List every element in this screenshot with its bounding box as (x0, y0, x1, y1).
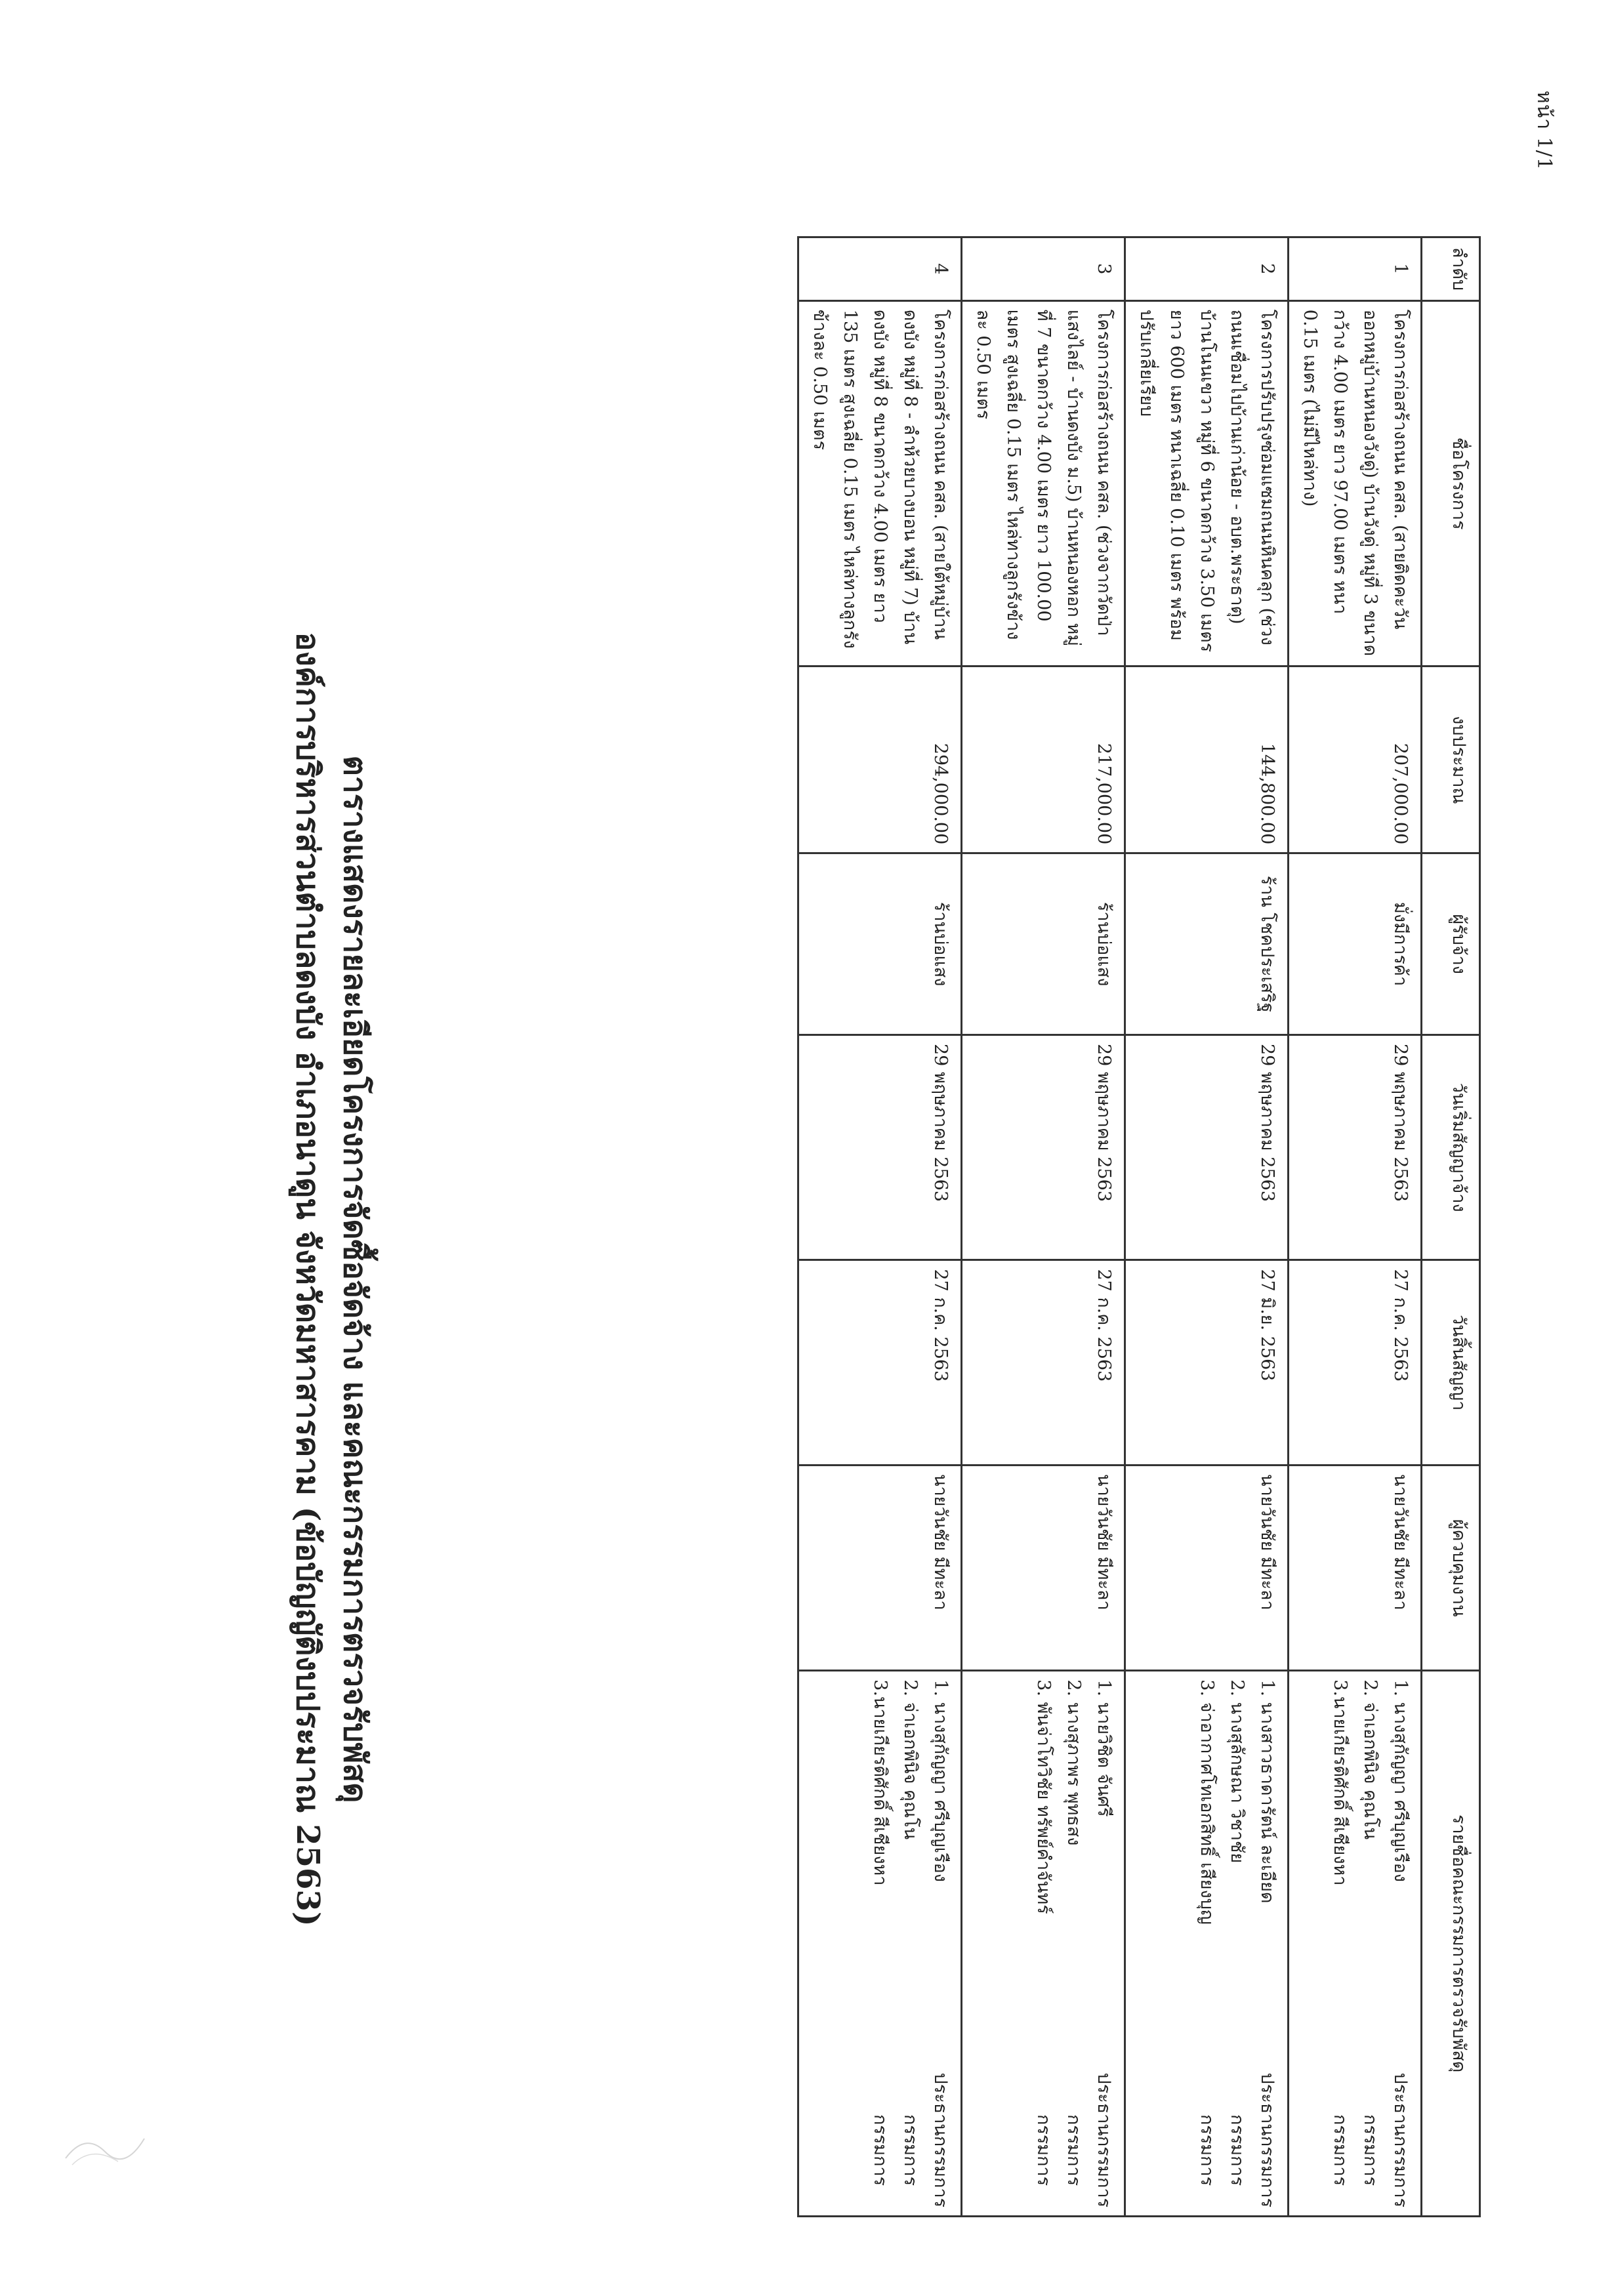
header-contractor: ผู้รับจ้าง (1422, 853, 1480, 1035)
project-name: โครงการก่อสร้างถนน คสล. (สายติดคะวันออกหมู่บ้านหนองวังดู่) บ้านวังดู่ หมู่ที่ 3 ขนาดกว้าง 4.00 เมตร ยาว 97.00 เมตร หนา 0.15 เมตร (ไม่มีไหล่ทาง) (1289, 300, 1422, 666)
header-budget: งบประมาณ (1422, 666, 1480, 853)
contractor-name: ร้านบ่อแสง (798, 853, 962, 1035)
row-number: 4 (798, 237, 962, 301)
budget-value: 207,000.00 (1289, 666, 1422, 853)
committee-member (895, 1679, 925, 2207)
member-role: กรรมการ (1360, 2114, 1380, 2186)
end-date: 27 ก.ค. 2563 (798, 1260, 962, 1466)
committee-member (1028, 1679, 1058, 2207)
committee-cell (962, 1671, 1125, 2217)
committee-member (1325, 1679, 1355, 2207)
member-name: 3. พันจ่าโทวิชัย ทรัพย์คำจันทร์ (1033, 1679, 1054, 1914)
committee-cell (1125, 1671, 1289, 2217)
member-name: 1. นางสุกัญญา ศรีบุญเรือง (1390, 1679, 1411, 1882)
supervisor-name: นายวันชัย มีทะลา (962, 1466, 1125, 1671)
member-name: 3. จ่าอากาศโทเอกสิทธิ์ เสียงบุญ (1197, 1679, 1217, 1925)
table-header-row (1422, 237, 1480, 2217)
member-role: ประธานกรรมการ (930, 2072, 951, 2207)
member-name: 2. นางสุลักษณา วิชาชัย (1227, 1679, 1247, 1864)
supervisor-name: นายวันชัย มีทะลา (1289, 1466, 1422, 1671)
header-project: ชื่อโครงการ (1422, 300, 1480, 666)
committee-member (1088, 1679, 1119, 2207)
member-role: กรรมการ (900, 2114, 920, 2186)
title-line-2: องค์การบริหารส่วนตำบลดงบัง อำเภอนาดูน จังหวัดมหาสารคาม (ข้อบัญญัติงบประมาณ 2563) (289, 632, 326, 1927)
start-date: 29 พฤษภาคม 2563 (1289, 1035, 1422, 1260)
row-number: 1 (1289, 237, 1422, 301)
member-role: กรรมการ (1064, 2114, 1084, 2186)
table-row (1125, 237, 1289, 2217)
project-name: โครงการปรับปรุงซ่อมแซมถนนหินคลุก (ช่วงถนนเชื่อมไปบ้านเก่าน้อย - อบต.พระธาตุ) บ้านโนนเขวา หมู่ที่ 6 ขนาดกว้าง 3.50 เมตร ยาว 600 เมตร หนาเฉลี่ย 0.10 เมตร พร้อมปรับเกลี่ยเรียบ (1125, 300, 1289, 666)
budget-value: 294,000.00 (798, 666, 962, 853)
committee-member (1058, 1679, 1088, 2207)
member-role: กรรมการ (1227, 2114, 1247, 2186)
committee-member (1355, 1679, 1385, 2207)
committee-member (1191, 1679, 1222, 2207)
committee-member (925, 1679, 955, 2207)
contractor-name: ร้าน โชคประเสริฐ (1125, 853, 1289, 1035)
table-row (1289, 237, 1422, 2217)
budget-value: 144,800.00 (1125, 666, 1289, 853)
project-name: โครงการก่อสร้างถนน คสล. (ช่วงจากวัดป่าแสงไลย์ - บ้านดงบัง ม.5) บ้านหนองหอก หมู่ที่ 7 ขนาดกว้าง 4.00 เมตร ยาว 100.00 เมตร สูงเฉลี่ย 0.15 เมตร ไหล่ทางลูกรังข้างละ 0.50 เมตร (962, 300, 1125, 666)
committee-member (1385, 1679, 1415, 2207)
contractor-name: มั่งมีการค้า (1289, 853, 1422, 1035)
page-number: หน้า 1/1 (1533, 91, 1556, 171)
start-date: 29 พฤษภาคม 2563 (962, 1035, 1125, 1260)
document-title (284, 262, 379, 2296)
budget-value: 217,000.00 (962, 666, 1125, 853)
table-row (798, 237, 962, 2217)
title-line-1: ตารางแสดงรายละเอียดโครงการจัดซื้อจัดจ้าง และคณะกรรมการตรวจรับพัสดุ (337, 755, 373, 1803)
committee-cell (1289, 1671, 1422, 2217)
start-date: 29 พฤษภาคม 2563 (798, 1035, 962, 1260)
paper-scuff-mark (59, 2119, 164, 2171)
member-role: กรรมการ (1033, 2114, 1054, 2186)
member-name: 2. จ่าเอกพินิจ คุณโน (900, 1679, 920, 1840)
member-name: 3.นายเกียรติศักดิ์ สีเชียงหา (1330, 1679, 1350, 1886)
member-name: 2. จ่าเอกพินิจ คุณโน (1360, 1679, 1380, 1840)
header-supervisor: ผู้ควบคุมงาน (1422, 1466, 1480, 1671)
procurement-table (797, 236, 1481, 2217)
contractor-name: ร้านบ่อแสง (962, 853, 1125, 1035)
member-role: ประธานกรรมการ (1390, 2072, 1411, 2207)
table-row (962, 237, 1125, 2217)
member-name: 2. นางสุภาพร พุทธสง (1064, 1679, 1084, 1846)
member-role: กรรมการ (1197, 2114, 1217, 2186)
committee-cell (798, 1671, 962, 2217)
row-number: 3 (962, 237, 1125, 301)
member-name: 1. นางสุกัญญา ศรีบุญเรือง (930, 1679, 951, 1882)
header-committee: รายชื่อคณะกรรมการตรวจรับพัสดุ (1422, 1671, 1480, 2217)
end-date: 27 ก.ค. 2563 (1289, 1260, 1422, 1466)
member-role: กรรมการ (1330, 2114, 1350, 2186)
member-name: 1. นายวิชิต จันศรี (1094, 1679, 1114, 1817)
member-name: 1. นางสาวธาดารัตน์ ละเอียด (1257, 1679, 1277, 1904)
end-date: 27 มิ.ย. 2563 (1125, 1260, 1289, 1466)
end-date: 27 ก.ค. 2563 (962, 1260, 1125, 1466)
header-end-date: วันสิ้นสัญญา (1422, 1260, 1480, 1466)
header-start-date: วันเริ่มสัญญาจ้าง (1422, 1035, 1480, 1260)
member-role: ประธานกรรมการ (1257, 2072, 1277, 2207)
supervisor-name: นายวันชัย มีทะลา (1125, 1466, 1289, 1671)
committee-member (1252, 1679, 1282, 2207)
start-date: 29 พฤษภาคม 2563 (1125, 1035, 1289, 1260)
member-role: ประธานกรรมการ (1094, 2072, 1114, 2207)
committee-member (865, 1679, 895, 2207)
supervisor-name: นายวันชัย มีทะลา (798, 1466, 962, 1671)
header-no: ลำดับ (1422, 237, 1480, 301)
committee-member (1222, 1679, 1252, 2207)
project-name: โครงการก่อสร้างถนน คสล. (สายใต้หมู่บ้านดงบัง หมู่ที่ 8 - ลำห้วยบางบอน หมู่ที่ 7) บ้านดงบัง หมู่ที่ 8 ขนาดกว้าง 4.00 เมตร ยาว 135 เมตร สูงเฉลี่ย 0.15 เมตร ไหล่ทางลูกรังข้างละ 0.50 เมตร (798, 300, 962, 666)
member-role: กรรมการ (870, 2114, 890, 2186)
row-number: 2 (1125, 237, 1289, 301)
member-name: 3.นายเกียรติศักดิ์ สีเชียงหา (870, 1679, 890, 1886)
